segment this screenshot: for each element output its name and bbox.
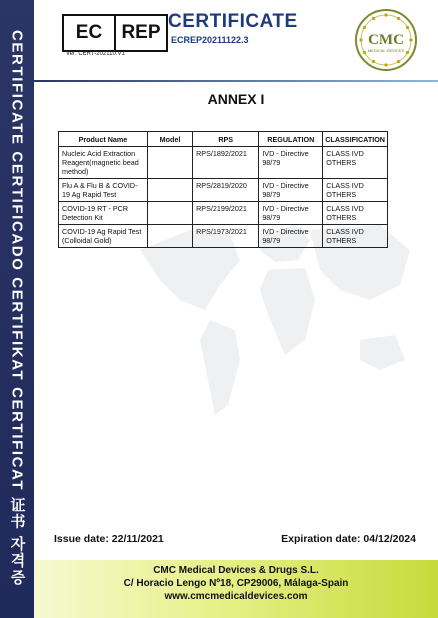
- cell-rps: RPS/2819/2020: [193, 179, 259, 202]
- table-row: [59, 202, 388, 225]
- annex-title: ANNEX I: [207, 91, 265, 107]
- sidebar-text: [3, 30, 31, 586]
- column-header-product-name: Product Name: [59, 132, 148, 147]
- cell-regulation: IVD - Directive 98/79: [259, 147, 323, 179]
- company-name: CMC Medical Devices & Drugs S.L.: [153, 565, 319, 576]
- cell-model: [147, 179, 192, 202]
- cell-model: [147, 202, 192, 225]
- cell-regulation: IVD - Directive 98/79: [259, 179, 323, 202]
- footer-text: [34, 564, 438, 603]
- logo-text: CMC: [368, 32, 404, 48]
- table-row: [59, 225, 388, 248]
- issue-date: Issue date: 22/11/2021: [54, 533, 164, 545]
- table-row: [59, 179, 388, 202]
- logo-subtext: MEDICAL DEVICES: [367, 48, 405, 53]
- cell-rps: RPS/1892/2021: [193, 147, 259, 179]
- cell-classification: CLASS IVD OTHERS: [323, 202, 388, 225]
- cell-classification: CLASS IVD OTHERS: [323, 179, 388, 202]
- ec-label: EC: [75, 22, 103, 43]
- cell-product-name: COVID-19 Ag Rapid Test (Colloidal Gold): [59, 225, 148, 248]
- table-header-row: [59, 132, 388, 147]
- rep-label: REP: [114, 16, 166, 50]
- cell-model: [147, 147, 192, 179]
- certificate-title: CERTIFICATE: [168, 11, 298, 32]
- certificate-number: ECREP20211122.3: [171, 35, 249, 45]
- cell-classification: CLASS IVD OTHERS: [323, 147, 388, 179]
- cell-model: [147, 225, 192, 248]
- column-header-rps: RPS: [193, 132, 259, 147]
- footer-band: [34, 560, 438, 618]
- cmc-logo-icon: [354, 8, 418, 72]
- cell-rps: RPS/1973/2021: [193, 225, 259, 248]
- cell-product-name: Nucleic Acid Extraction Reagent(magnetic bead method): [59, 147, 148, 179]
- column-header-classification: CLASSIFICATION: [323, 132, 388, 147]
- ec-rep-symbol: [62, 14, 168, 52]
- sidebar-multilingual-label: CERTIFICATE CERTIFICADO CERTIFIKAT CERTIFICAT 证书 자격증: [8, 30, 26, 586]
- version-label: Ver: CERT-202110.V1: [66, 51, 125, 57]
- company-website: www.cmcmedicaldevices.com: [164, 591, 308, 602]
- company-address: C/ Horacio Lengo Nº18, CP29006, Málaga-Spain: [123, 578, 349, 589]
- product-table: [58, 131, 388, 248]
- cell-product-name: Flu A & Flu B & COVID-19 Ag Rapid Test: [59, 179, 148, 202]
- cell-rps: RPS/2199/2021: [193, 202, 259, 225]
- cell-regulation: IVD - Directive 98/79: [259, 202, 323, 225]
- table-row: [59, 147, 388, 179]
- cell-regulation: IVD - Directive 98/79: [259, 225, 323, 248]
- column-header-model: Model: [147, 132, 192, 147]
- expiration-date: Expiration date: 04/12/2024: [281, 533, 416, 545]
- cell-classification: CLASS IVD OTHERS: [323, 225, 388, 248]
- header-divider: [34, 80, 438, 82]
- cell-product-name: COVID-19 RT - PCR Detection Kit: [59, 202, 148, 225]
- column-header-regulation: REGULATION: [259, 132, 323, 147]
